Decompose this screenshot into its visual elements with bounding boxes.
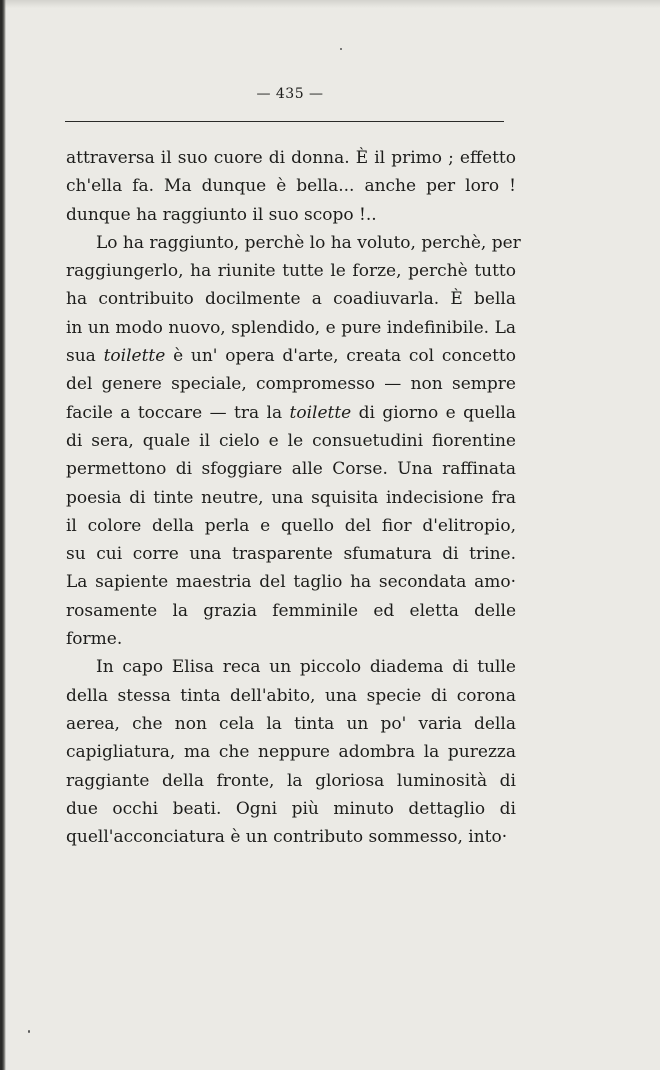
text-line: su cui corre una trasparente sfumatura di trine. (66, 544, 516, 565)
text-line: di sera, quale il cielo e le consuetudini fiorentine (66, 430, 516, 451)
text-line: forme. (66, 629, 123, 650)
text-line: due occhi beati. Ogni più minuto dettaglio di (66, 798, 516, 819)
text-line: poesia di tinte neutre, una squisita indecisione fra (66, 487, 516, 508)
header-rule (65, 121, 504, 122)
body-text (66, 144, 521, 851)
text-line: ch'ella fa. Ma dunque è bella... anche per loro ! (66, 176, 516, 197)
text-line: sua toilette è un' opera d'arte, creata col concetto (66, 346, 516, 367)
text-line: rosamente la grazia femminile ed eletta delle (66, 600, 516, 621)
text-line: aerea, che non cela la tinta un po' varia della (66, 713, 516, 734)
text-line: quell'acconciatura è un contributo sommesso, into· (66, 827, 508, 848)
text-line: della stessa tinta dell'abito, una specie di corona (66, 685, 516, 706)
text-line: dunque ha raggiunto il suo scopo !.. (66, 204, 377, 225)
text-line: In capo Elisa reca un piccolo diadema di tulle (96, 657, 516, 678)
text-line: La sapiente maestria del taglio ha secondata amo· (66, 572, 516, 593)
page-number: — 435 — (256, 86, 324, 102)
text-line: permettono di sfoggiare alle Corse. Una raffinata (66, 459, 516, 480)
paper-speck (28, 1030, 30, 1033)
text-line: facile a toccare — tra la toilette di giorno e quella (66, 402, 516, 423)
text-line: in un modo nuovo, splendido, e pure indefinibile. La (66, 317, 516, 338)
text-line: attraversa il suo cuore di donna. È il primo ; effetto (66, 148, 516, 168)
text-line: il colore della perla e quello del fior d'elitropio, (66, 515, 516, 536)
paper-speck (340, 48, 342, 50)
text-line: raggiungerlo, ha riunite tutte le forze, perchè tutto (66, 261, 516, 282)
page-top-shadow (0, 0, 660, 8)
text-line: capigliatura, ma che neppure adombra la purezza (66, 742, 516, 763)
page-binding-edge (0, 0, 6, 1070)
text-line: raggiante della fronte, la gloriosa luminosità di (66, 770, 516, 791)
text-line: ha contribuito docilmente a coadiuvarla. È bella (66, 289, 516, 310)
text-line: del genere speciale, compromesso — non sempre (66, 374, 516, 395)
text-line: Lo ha raggiunto, perchè lo ha voluto, perchè, per (96, 232, 521, 253)
